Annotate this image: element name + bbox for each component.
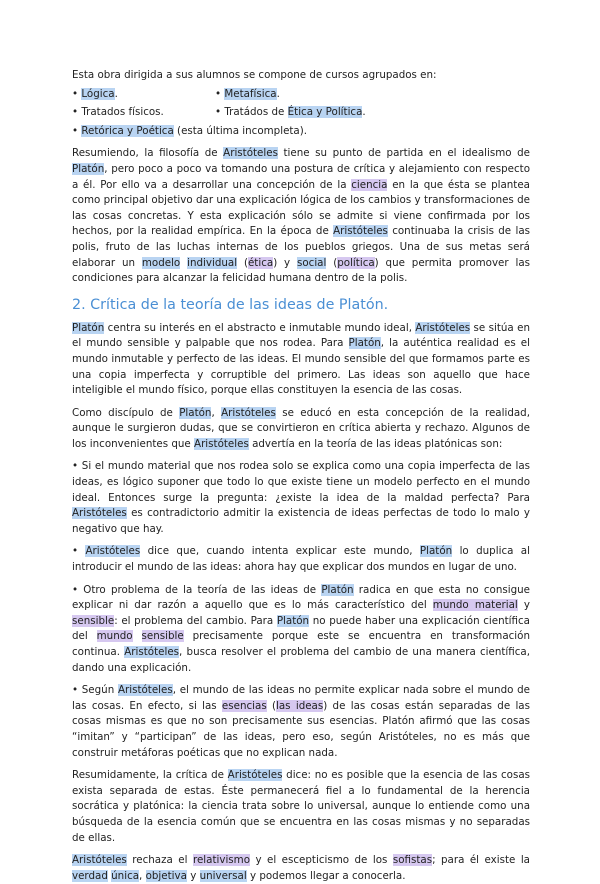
term-verdad: verdad xyxy=(72,869,108,882)
term-aristoteles: Aristóteles xyxy=(415,321,471,334)
bullet-metafisica: • Metafísica. xyxy=(215,87,280,100)
bullet-row-2 xyxy=(72,105,530,121)
term-aristoteles: Aristóteles xyxy=(117,684,173,697)
term-aristoteles: Aristóteles xyxy=(223,147,278,160)
term-platon: Platón xyxy=(348,337,381,350)
term-etica: ética xyxy=(247,256,274,269)
term-platon: Platón xyxy=(321,583,354,596)
section-heading: 2. Crítica de la teoría de las ideas de Platón. xyxy=(72,296,389,313)
intro-text: Esta obra dirigida a sus alumnos se compone de cursos agrupados en: xyxy=(72,69,437,81)
bullet-etica: • Tratádos de Ética y Política. xyxy=(215,106,366,119)
bullet-row-3 xyxy=(72,124,530,140)
term-aristoteles: Aristóteles xyxy=(124,646,180,658)
paragraph-relativismo: Aristóteles rechaza el relativismo y el escepticismo de los sofistas; para él existe la verdad única, objetiva y universal y podemos llegar a conocerla. xyxy=(72,854,530,882)
term-social: social xyxy=(297,256,327,269)
paragraph-disciple: Como discípulo de Platón, Aristóteles se educó en esta concepción de la realidad, aunque le surgieron dudas, que se convirtieron en crítica abierta y rechazo. Algunos de los inconvenientes que Aristóteles advertía en la teoría de las ideas platónicas son: xyxy=(72,406,530,450)
term-platon: Platón xyxy=(72,321,105,334)
term-platon: Platón xyxy=(276,614,310,627)
term-sensible: sensible xyxy=(141,630,184,643)
term-unica: única xyxy=(111,869,140,882)
paragraph-bullet-duplica: • Aristóteles dice que, cuando intenta explicar este mundo, Platón lo duplica al introducir el mundo de las ideas: ahora hay que explicar dos mundos en lugar de uno. xyxy=(72,545,530,574)
paragraph-bullet-esencias: • Según Aristóteles, el mundo de las ideas no permite explicar nada sobre el mundo de las cosas. En efecto, si las esencias (las ideas) de las cosas están separadas de las cosas mismas es que no son precisamente sus esencias. Platón afirmó que las cosas “imitan” y “participan” de las ideas, pero eso, según Aristóteles, no es más que construir metáforas poéticas que no explican nada. xyxy=(72,684,530,759)
paragraph-summary: Resumiendo, la filosofía de Aristóteles tiene su punto de partida en el idealismo de Platón, pero poco a poco va tomando una postura de crítica y alejamiento con respecto a él. Por ello va a desarrollar una concepción de la ciencia en la que ésta se plantea como principal objetivo dar una explicación lógica de los cambios y transformaciones de las cosas concretas. Y esta explicación sólo se admite si viene confirmada por los hechos, por la realidad empírica. En la época de Aristóteles continuaba la crisis de las polis, fruto de las luchas internas de los pueblos griegos. Una de sus metas será elaborar un modelo individual (ética) y social (política) que permita promover las condiciones para alcanzar la felicidad humana dentro de la polis. xyxy=(72,147,531,285)
term-sensible: sensible xyxy=(72,614,115,627)
term-esencias: esencias xyxy=(221,699,267,712)
term-aristoteles: Aristóteles xyxy=(72,854,127,867)
bullet-fisicos: • Tratados físicos. xyxy=(72,106,164,119)
term-platon: Platón xyxy=(419,545,453,558)
term-mundo-material: mundo material xyxy=(432,599,518,612)
bullet-logica: • Lógica. xyxy=(72,87,118,100)
term-aristoteles: Aristóteles xyxy=(333,225,388,238)
term-ciencia: ciencia xyxy=(351,178,388,191)
term-universal: universal xyxy=(199,869,247,882)
term-individual: individual xyxy=(187,256,238,269)
bullet-row-1 xyxy=(72,87,530,103)
term-aristoteles: Aristóteles xyxy=(85,545,141,558)
term-platon: Platón xyxy=(72,162,105,175)
term-objetiva: objetiva xyxy=(145,869,187,882)
term-platon: Platón xyxy=(179,406,212,419)
paragraph-platon-ideal: Platón centra su interés en el abstracto e inmutable mundo ideal, Aristóteles se sitúa en el mundo sensible y palpable que nos rodea. Para Platón, la auténtica realidad es el mundo inmutable y perfecto de las ideas. El mundo sensible del que formamos parte es una copia imperfecta y corruptible del primero. Las ideas son aquello que hace inteligible el mundo físico, porque ellas constituyen la esencia de las cosas. xyxy=(72,321,531,397)
term-aristoteles: Aristóteles xyxy=(72,507,127,520)
document-page xyxy=(72,68,530,884)
term-sofistas: sofistas xyxy=(392,854,433,867)
bullet-retorica: • Retórica y Poética (esta última incompleta). xyxy=(72,124,308,137)
term-mundo: mundo xyxy=(96,630,133,643)
paragraph-resumen-critica: Resumidamente, la crítica de Aristóteles dice: no es posible que la esencia de las cosas exista separada de estas. Éste permanecerá fiel a lo fundamental de la herencia socrática y platónica: la ciencia trata sobre lo universal, aunque lo entiende como una búsqueda de la esencia común que se encuentra en las cosas mismas y no separadas de ellas. xyxy=(72,769,531,844)
term-aristoteles: Aristóteles xyxy=(194,437,249,450)
term-aristoteles: Aristóteles xyxy=(221,406,276,419)
paragraph-bullet-maldad: • Si el mundo material que nos rodea solo se explica como una copia imperfecta de las ideas, es lógico suponer que todo lo que existe tiene un modelo perfecto en el mundo ideal. Entonces surge la pregunta: ¿existe la idea de la maldad perfecta? Para Aristóteles es contradictorio admitir la existencia de ideas perfectas de todo lo malo y negativo que hay. xyxy=(72,460,530,535)
paragraph-bullet-cambio: • Otro problema de la teoría de las ideas de Platón radica en que esta no consigue explicar ni dar razón a aquello que es lo más característico del mundo material y sensible: el problema del cambio. Para Platón no puede haber una explicación científica del mundo sensible precisamente porque este se encuentra en transformación continua. Aristóteles, busca resolver el problema del cambio de una manera científica, dando una explicación. xyxy=(72,583,530,674)
term-modelo: modelo xyxy=(141,256,181,269)
term-las-ideas: las ideas xyxy=(276,699,324,712)
term-politica: política xyxy=(337,256,375,269)
term-relativismo: relativismo xyxy=(192,854,250,867)
term-aristoteles: Aristóteles xyxy=(227,769,283,782)
